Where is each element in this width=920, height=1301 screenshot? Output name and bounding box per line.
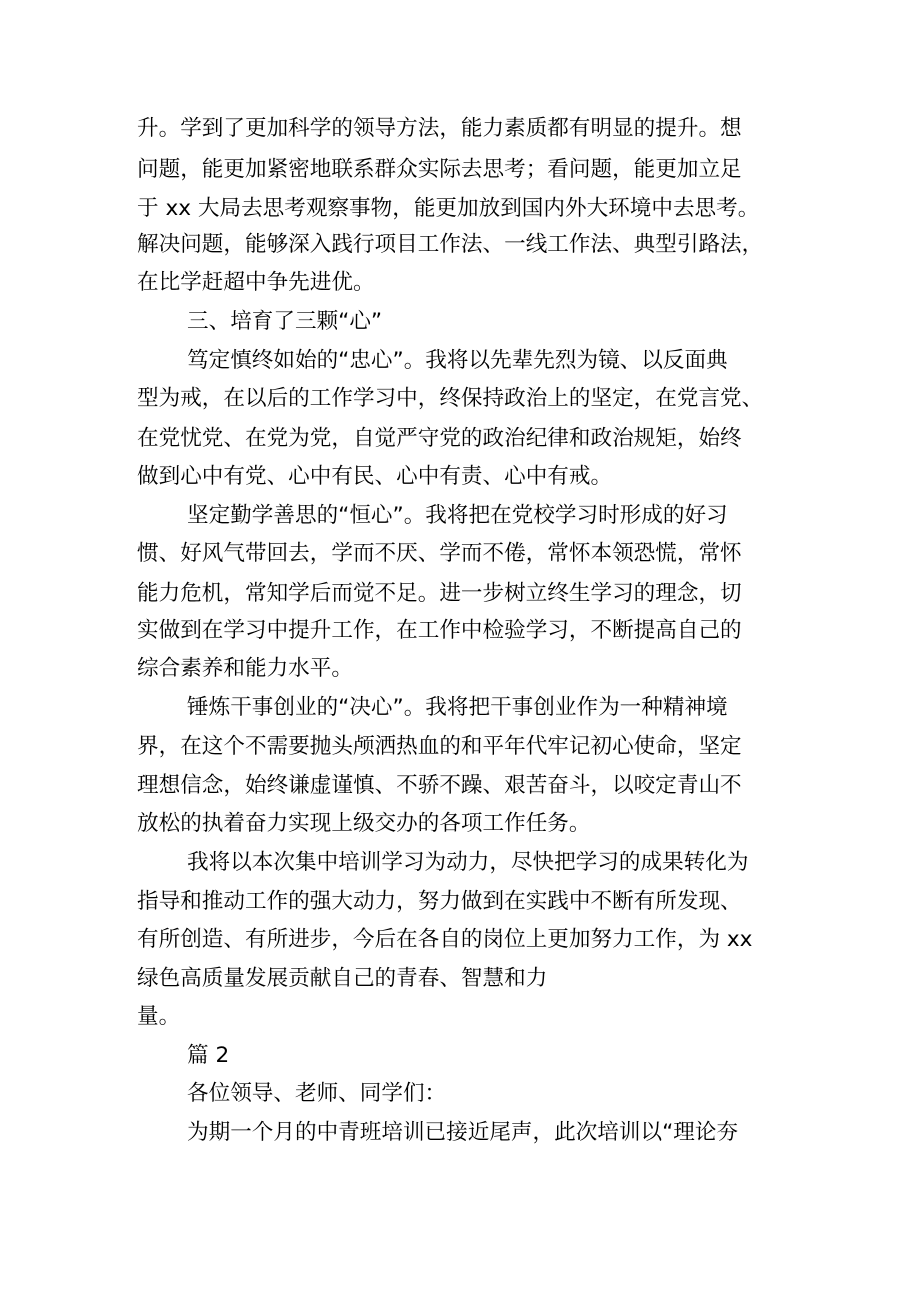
paragraph-line: 惯、好风气带回去，学而不厌、学而不倦，常怀本领恐慌，常怀 xyxy=(137,541,742,566)
section-heading: 三、培育了三颗“心” xyxy=(187,309,383,334)
paragraph-line: 在比学赶超中争先进优。 xyxy=(137,270,375,295)
paragraph-line: 为期一个月的中青班培训已接近尾声，此次培训以“理论夯 xyxy=(187,1120,739,1145)
paragraph-line: 笃定慎终如始的“忠心”。我将以先辈先烈为镜、以反面典 xyxy=(187,348,728,373)
paragraph-line: 做到心中有党、心中有民、心中有责、心中有戒。 xyxy=(137,464,613,489)
paragraph-line: 坚定勤学善思的“恒心”。我将把在党校学习时形成的好习 xyxy=(187,503,728,528)
paragraph-line: 绿色高质量发展贡献自己的青春、智慧和力 xyxy=(137,966,548,991)
paragraph-line: 锤炼干事创业的“决心”。我将把干事创业作为一种精神境 xyxy=(187,695,728,720)
salutation: 各位领导、老师、同学们： xyxy=(187,1081,447,1106)
paragraph-line: 于 xx 大局去思考观察事物，能更加放到国内外大环境中去思考。 xyxy=(137,196,760,221)
paragraph-line: 我将以本次集中培训学习为动力，尽快把学习的成果转化为 xyxy=(187,850,749,875)
paragraph-line: 有所创造、有所进步，今后在各自的岗位上更加努力工作，为 xx xyxy=(137,927,753,952)
paragraph-line: 理想信念，始终谦虚谨慎、不骄不躁、艰苦奋斗，以咬定青山不 xyxy=(137,773,742,798)
paragraph-line: 界，在这个不需要抛头颅洒热血的和平年代牢记初心使命，坚定 xyxy=(137,734,742,759)
paragraph-line: 量。 xyxy=(137,1004,181,1029)
paragraph-line: 放松的执着奋力实现上级交办的各项工作任务。 xyxy=(137,811,591,836)
paragraph-line: 综合素养和能力水平。 xyxy=(137,656,353,681)
paragraph-line: 在党忧党、在党为党，自觉严守党的政治纪律和政治规矩，始终 xyxy=(137,426,742,451)
section-heading: 篇 2 xyxy=(187,1043,230,1068)
paragraph-line: 解决问题，能够深入践行项目工作法、一线工作法、典型引路法， xyxy=(137,232,764,257)
paragraph-line: 实做到在学习中提升工作，在工作中检验学习，不断提高自己的 xyxy=(137,618,742,643)
paragraph-line: 升。学到了更加科学的领导方法，能力素质都有明显的提升。想 xyxy=(137,116,742,141)
paragraph-line: 指导和推动工作的强大动力，努力做到在实践中不断有所发现、 xyxy=(137,889,742,914)
paragraph-line: 型为戒，在以后的工作学习中，终保持政治上的坚定，在党言党、 xyxy=(137,386,764,411)
paragraph-line: 问题，能更加紧密地联系群众实际去思考；看问题，能更加立足 xyxy=(137,157,742,182)
paragraph-line: 能力危机，常知学后而觉不足。进一步树立终生学习的理念，切 xyxy=(137,581,742,606)
